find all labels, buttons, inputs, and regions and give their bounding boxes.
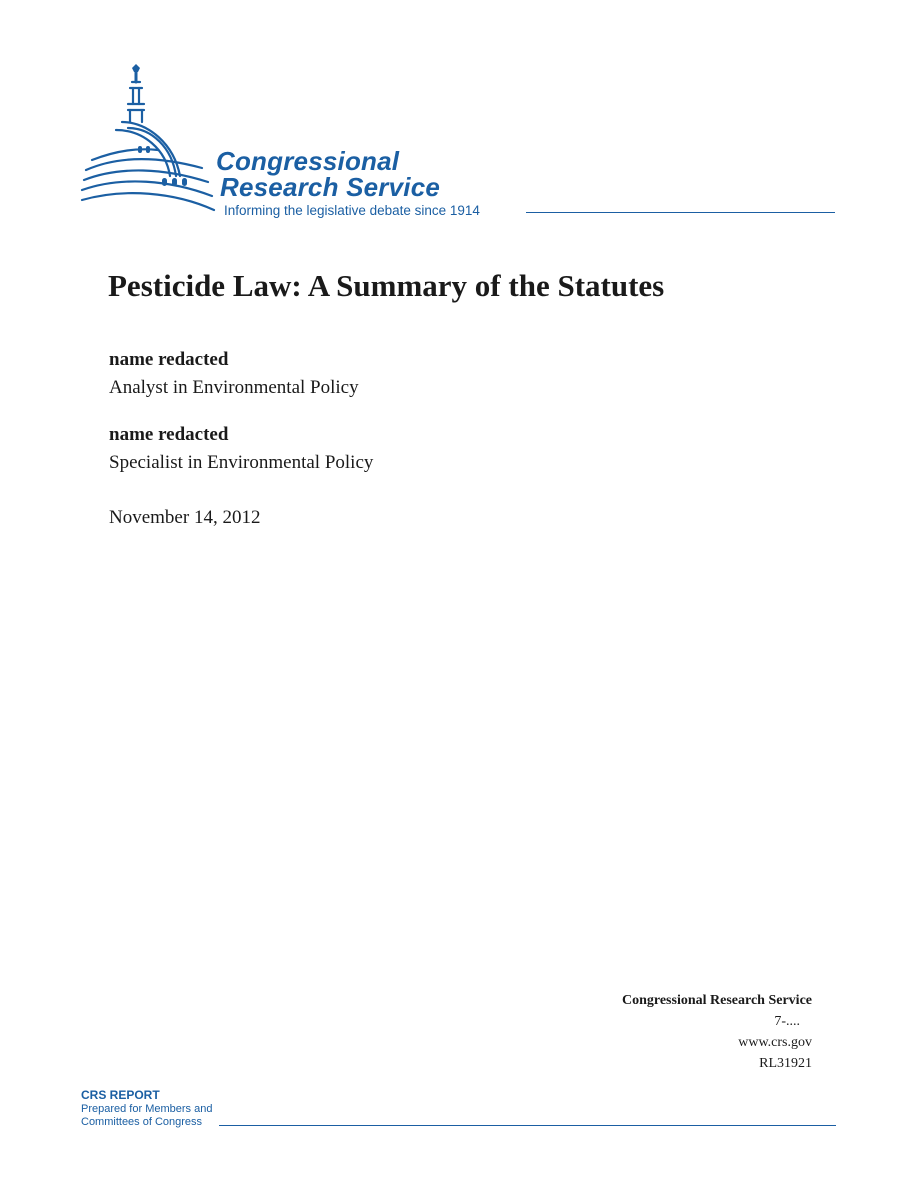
publisher-name: Congressional Research Service [621, 993, 812, 1008]
logo-tagline: Informing the legislative debate since 1914 [224, 203, 480, 218]
crs-report-label [81, 1089, 212, 1130]
logo-line-research-service: Research Service [220, 172, 441, 202]
author-role: Specialist in Environmental Policy [109, 452, 374, 473]
bottom-divider [219, 1125, 836, 1126]
author-block [109, 421, 373, 477]
author-name: name redacted [109, 424, 229, 445]
author-block [109, 346, 359, 402]
publisher-website: www.crs.gov [738, 1035, 812, 1050]
logo-line-congressional: Congressional [216, 146, 400, 176]
publisher-info [622, 990, 812, 1074]
crs-logo [78, 64, 838, 224]
crs-report-heading: CRS REPORT [81, 1088, 160, 1102]
crs-report-line: Committees of Congress [81, 1116, 203, 1128]
report-date: November 14, 2012 [109, 507, 261, 528]
crs-report-line: Prepared for Members and [81, 1102, 213, 1115]
tagline-divider [526, 212, 835, 213]
report-title: Pesticide Law: A Summary of the Statutes [108, 268, 665, 303]
author-name: name redacted [109, 349, 229, 370]
report-number: RL31921 [759, 1056, 812, 1071]
capitol-dome-icon [78, 64, 218, 219]
publisher-phone: 7-.... [774, 1014, 800, 1029]
author-role: Analyst in Environmental Policy [109, 377, 359, 398]
